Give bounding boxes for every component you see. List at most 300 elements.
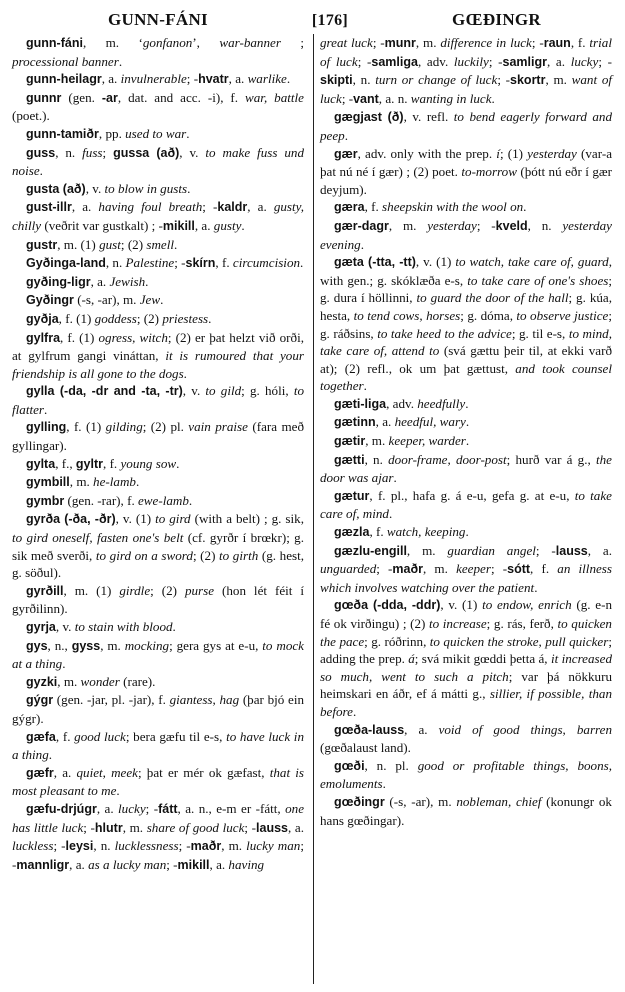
entry-text: . xyxy=(388,506,393,522)
entry-text: (var-a þat nú né í gær) ; (2) poet. xyxy=(320,145,613,180)
headword: kaldr xyxy=(217,200,248,215)
dictionary-entry xyxy=(320,793,612,829)
gloss: young sow xyxy=(120,455,177,471)
entry-text: , m. xyxy=(423,561,457,577)
entry-text: . xyxy=(286,71,291,87)
entry-text: , m. ‘ xyxy=(82,35,143,50)
headword: maðr xyxy=(392,562,423,577)
dictionary-entry xyxy=(320,757,612,793)
gloss: mocking xyxy=(124,637,170,653)
entry-text: , a. xyxy=(375,414,395,430)
gloss: ewe-lamb xyxy=(138,492,189,508)
entry-text: . xyxy=(465,414,470,430)
headword: skipti xyxy=(320,73,353,88)
headword: gyðja xyxy=(26,311,59,326)
entry-text: ; g. til e-s, xyxy=(511,325,569,341)
gloss: yesterday xyxy=(527,145,577,161)
entry-text: , a. xyxy=(587,542,612,558)
headword: mikill xyxy=(177,857,210,872)
gloss: lucklessness xyxy=(114,838,179,854)
entry-text: ; - xyxy=(12,838,304,872)
entry-text: (gen. -rar), f. xyxy=(64,492,138,508)
dictionary-entry xyxy=(12,582,304,618)
gloss: to girth xyxy=(219,547,259,563)
entry-text: (svá gættu þeir til, at ekki varð at); (2) refl., ok um þat gættust, xyxy=(320,343,612,376)
two-column-body xyxy=(12,34,613,874)
gloss: to gird xyxy=(155,511,191,527)
page-number: [176] xyxy=(311,12,349,29)
gloss: difference in luck xyxy=(440,35,532,50)
entry-text: ; - xyxy=(488,53,503,69)
headword: gylta xyxy=(26,456,56,471)
headword: lauss xyxy=(256,820,288,835)
entry-text: . xyxy=(241,217,245,233)
dictionary-entry xyxy=(320,721,612,757)
gloss: to quicken the pace xyxy=(320,616,612,649)
headword: skírn xyxy=(185,256,216,271)
gloss: the door was ajar xyxy=(320,451,612,486)
gloss: trial of luck xyxy=(320,35,612,69)
entry-text: ; g. hóli, xyxy=(241,383,294,399)
entry-text: . xyxy=(465,524,469,540)
gloss: purse xyxy=(184,582,215,598)
headword: munr xyxy=(384,36,416,50)
gloss: to gild xyxy=(205,383,242,399)
gloss: á xyxy=(408,651,415,667)
dictionary-entry xyxy=(320,523,612,542)
gloss: girdle xyxy=(119,582,151,598)
gloss: having foul breath xyxy=(98,199,203,215)
entry-text: . xyxy=(382,776,386,792)
headword: gymbill xyxy=(26,475,70,490)
gloss: luckily xyxy=(453,53,489,69)
entry-text: , m. xyxy=(415,35,441,50)
gloss: to flatter xyxy=(12,383,305,417)
headword: gyðing-ligr xyxy=(26,274,91,289)
entry-text: , a. xyxy=(546,53,571,69)
gloss: to have luck in a thing xyxy=(12,728,304,763)
headword: samligr xyxy=(502,54,547,69)
headword: gýgr xyxy=(26,693,54,708)
headword: hlutr xyxy=(94,820,123,835)
gloss: yesterday xyxy=(427,217,477,233)
entry-text: . xyxy=(187,180,191,196)
dictionary-entry xyxy=(320,198,612,217)
gloss: to take care of one's shoes xyxy=(467,272,609,288)
gloss: invulnerable xyxy=(120,71,187,87)
entry-text: ; - xyxy=(166,856,178,872)
entry-text: ; hurð var á g., xyxy=(506,451,596,467)
gloss: war-banner xyxy=(219,35,281,50)
dictionary-entry xyxy=(320,395,612,414)
entry-text: . xyxy=(208,310,212,326)
dictionary-entry xyxy=(320,432,612,451)
entry-text: ; - xyxy=(490,561,508,577)
entry-text: . xyxy=(465,433,470,449)
entry-text: , f. (1) xyxy=(58,310,95,326)
headword: gyzki xyxy=(26,674,58,689)
gloss: turn or change of luck xyxy=(375,72,498,88)
headword: Gyðingr xyxy=(26,293,74,308)
entry-text: ; - xyxy=(598,53,612,69)
entry-text: ; - xyxy=(178,838,191,854)
gloss: heedfully xyxy=(417,395,466,411)
gloss: luckless xyxy=(12,838,54,854)
headword: sótt xyxy=(507,562,531,577)
headword: gyss xyxy=(71,638,101,653)
gloss: door-frame, door-post xyxy=(388,451,507,467)
entry-text: , f. xyxy=(215,255,233,271)
dictionary-entry xyxy=(12,254,304,273)
entry-text: , pp. xyxy=(98,125,126,141)
entry-text: (veðrit var gustkalt) ; - xyxy=(41,217,163,233)
entry-text: . xyxy=(62,656,66,672)
entry-text: , a. xyxy=(96,800,119,816)
gloss: to gird oneself, fasten one's belt xyxy=(12,530,184,546)
entry-text: (g. e-n fé ok virðingu) ; (2) xyxy=(320,597,612,631)
gloss: as a lucky man xyxy=(88,856,167,872)
entry-text: ; xyxy=(102,144,114,160)
entry-text: ; - xyxy=(202,199,218,215)
gloss: to make fuss und noise xyxy=(12,144,305,179)
entry-text: . xyxy=(352,703,357,719)
headword: gylfra xyxy=(26,330,61,345)
dictionary-entry xyxy=(12,492,304,511)
entry-text: ; var þá nökkuru heimskari en áðr, ef á mátti g., xyxy=(320,668,612,702)
entry-text: (rare). xyxy=(119,673,156,689)
entry-text: ; svá mikit gœddi þetta á, xyxy=(414,651,551,667)
entry-text: , n., xyxy=(47,637,72,653)
headword: gœðingr xyxy=(334,794,385,809)
headword: gylling xyxy=(26,420,67,435)
entry-text: , m. xyxy=(100,637,125,653)
headword: gætir xyxy=(334,434,366,449)
entry-text: , m. xyxy=(122,819,147,835)
entry-text: (g. hest, g. söðul). xyxy=(12,547,305,581)
headword: gys xyxy=(26,638,48,653)
gloss: and took counsel together xyxy=(320,360,612,394)
headword: gust-illr xyxy=(26,200,72,215)
entry-text: , f. xyxy=(570,35,590,50)
entry-text: , a. xyxy=(71,199,99,215)
entry-text: ; (2) pl. xyxy=(142,419,189,435)
entry-text: . xyxy=(523,199,527,215)
gloss: good luck xyxy=(74,728,126,744)
gloss: watch, keeping xyxy=(386,524,466,540)
headword: mikill xyxy=(162,218,195,233)
entry-text: , n. xyxy=(352,72,376,88)
entry-text: ; - xyxy=(376,561,393,577)
gloss: processional banner xyxy=(12,53,119,69)
gloss: Palestine xyxy=(125,255,175,271)
dictionary-entry xyxy=(12,180,304,199)
entry-text: . xyxy=(176,455,180,471)
entry-text: (with a belt) ; g. sik, xyxy=(190,511,304,527)
entry-text: ; g. dura í höllinni, xyxy=(320,272,612,306)
dictionary-entry xyxy=(12,455,304,474)
headword: -ar xyxy=(101,90,118,105)
entry-text: , v. (1) xyxy=(440,597,483,613)
entry-text: ; g. kúa, hesta, xyxy=(320,290,612,323)
left-guide-word: GUNN-FÁNI xyxy=(108,10,208,29)
entry-text: , v. refl. xyxy=(403,109,454,125)
entry-text: , f. xyxy=(364,199,383,215)
headword: samliga xyxy=(371,54,418,69)
entry-text: , a. xyxy=(404,721,439,737)
dictionary-entry xyxy=(12,34,304,70)
headword: gyrða (-ða, -ðr) xyxy=(26,512,116,527)
gloss: lucky xyxy=(570,53,599,69)
entry-text: . xyxy=(44,401,48,417)
entry-text: , f. (1) xyxy=(60,329,99,345)
entry-text: , m. xyxy=(365,433,389,449)
dictionary-entry xyxy=(12,473,304,492)
gloss: to observe justice xyxy=(516,307,609,323)
gloss: warlike xyxy=(247,71,287,87)
entry-text: , m. (1) xyxy=(57,236,100,252)
gloss: to take heed to the advice xyxy=(377,325,512,341)
gloss: to mind, take care of, attend to xyxy=(320,325,612,359)
column-divider xyxy=(313,34,314,984)
entry-text: (-s, -ar), m. xyxy=(73,292,140,308)
gloss: lucky man xyxy=(246,838,301,854)
gloss: keeper xyxy=(456,561,491,577)
entry-text: , n. xyxy=(93,838,115,854)
gloss: to increase xyxy=(428,616,487,631)
entry-text: ; g. dóma, xyxy=(460,307,517,323)
entry-text: ; (2) xyxy=(136,310,163,326)
entry-text: . xyxy=(188,492,193,508)
entry-text: ; (1) xyxy=(499,145,528,161)
gloss: an illness which involves watching over the patient xyxy=(320,561,612,595)
gloss: wonder xyxy=(80,673,120,689)
entry-text: ; (2) xyxy=(120,236,147,252)
gloss: to guard the door of the hall xyxy=(416,290,569,306)
dictionary-entry xyxy=(12,125,304,144)
dictionary-entry xyxy=(320,542,612,597)
entry-text: ; g. ráðsins, xyxy=(320,307,612,341)
entry-text: ; adding the prep. xyxy=(320,633,612,667)
entry-text: ’, xyxy=(192,35,220,50)
entry-text: . xyxy=(491,90,495,106)
entry-text: , a. xyxy=(53,764,77,780)
gloss: war, battle xyxy=(245,89,304,105)
entry-text: ; - xyxy=(357,53,372,69)
headword: gæfr xyxy=(26,765,54,780)
entry-text: , adv. xyxy=(386,395,418,411)
gloss: to mock at a thing xyxy=(12,637,304,672)
gloss: to watch, take care of, guard xyxy=(455,254,609,270)
gloss: priestess xyxy=(162,310,209,326)
gloss: want of luck xyxy=(320,72,613,106)
entry-text: . xyxy=(145,273,149,289)
dictionary-entry xyxy=(12,691,304,727)
entry-text: , v. xyxy=(85,180,105,196)
headword: skortr xyxy=(510,73,546,88)
entry-text: , v. (1) xyxy=(415,254,456,270)
headword: Gyðinga-land xyxy=(26,256,106,271)
gloss: unguarded xyxy=(320,561,377,577)
dictionary-entry xyxy=(12,618,304,637)
entry-text: (fara með gyllingar). xyxy=(12,419,304,454)
entry-text: , a. xyxy=(194,217,214,233)
gloss: sheepskin with the wool on xyxy=(382,199,524,215)
headword: maðr xyxy=(190,839,222,854)
entry-text: ; - xyxy=(83,819,95,835)
headword: gæra xyxy=(334,200,365,215)
headword: gymbr xyxy=(26,493,65,508)
dictionary-entry xyxy=(320,145,612,199)
entry-text: . xyxy=(534,579,538,595)
headword: gætti xyxy=(334,452,365,467)
entry-text: ; (2) xyxy=(150,582,185,598)
dictionary-entry xyxy=(320,34,612,108)
dictionary-entry xyxy=(12,382,304,418)
headword: gunnr xyxy=(26,90,62,105)
entry-text: . xyxy=(465,395,469,411)
headword: gœða (-dda, -ddr) xyxy=(334,598,441,613)
running-header xyxy=(12,6,613,34)
entry-text: (hon lét féit í gyrðilinn). xyxy=(12,582,304,617)
headword: gæti-liga xyxy=(334,396,387,411)
gloss: to bend eagerly forward and peep xyxy=(320,109,612,143)
entry-text: ; (2) er þat helzt við orði, at gylfrum gangi vináttan, xyxy=(12,329,305,364)
entry-text: ; g. róðrinn, xyxy=(364,633,430,649)
entry-text: ; - xyxy=(372,35,385,50)
gloss: gonfanon xyxy=(142,35,193,50)
entry-text: , n. xyxy=(364,451,389,467)
gloss: to gird on a sword xyxy=(95,547,193,563)
headword: gyrðill xyxy=(26,583,64,598)
entry-text: ; g. rás, ferð, xyxy=(486,616,558,631)
dictionary-entry xyxy=(12,728,304,764)
entry-text: . xyxy=(393,470,397,486)
entry-text: , adv. xyxy=(417,53,454,69)
entry-text: (konungr ok hans gœðingar). xyxy=(320,793,612,828)
gloss: Jewish xyxy=(109,273,146,289)
headword: hvatr xyxy=(198,72,229,87)
entry-text: , m. (1) xyxy=(63,582,120,598)
entry-text: , n. pl. xyxy=(364,757,418,773)
entry-text: ; - xyxy=(145,800,159,816)
gloss: gusty xyxy=(213,217,242,233)
entry-text: . xyxy=(344,127,348,143)
entry-text: , f. xyxy=(103,455,121,471)
entry-text: . xyxy=(118,53,123,69)
entry-text: . xyxy=(174,236,178,252)
dictionary-entry xyxy=(320,413,612,432)
gloss: to tend cows, horses xyxy=(353,307,461,323)
entry-text: ; gera gys at e-u, xyxy=(169,637,263,653)
dictionary-entry xyxy=(12,637,304,673)
entry-text: , f., xyxy=(55,455,76,471)
entry-text: . xyxy=(172,619,176,634)
gloss: lucky xyxy=(118,800,146,816)
gloss: ogress, witch xyxy=(98,329,168,345)
headword: gær-dagr xyxy=(334,218,389,233)
entry-text: , f. xyxy=(530,561,558,577)
gloss: quiet, meek xyxy=(76,764,138,780)
gloss: gusty, chilly xyxy=(12,199,305,233)
entry-text: , a. xyxy=(69,856,89,872)
entry-text: ; - xyxy=(535,542,556,558)
right-column xyxy=(312,34,612,874)
headword: gæfa xyxy=(26,729,56,744)
entry-text: . xyxy=(363,378,367,394)
headword: gylla (-da, -dr and -ta, -tr) xyxy=(26,384,183,399)
left-column xyxy=(12,34,312,874)
gloss: vain praise xyxy=(188,419,248,435)
entry-text: . xyxy=(116,783,120,799)
headword: gætur xyxy=(334,488,370,503)
entry-text: ; - xyxy=(476,217,496,233)
gloss: one has little luck xyxy=(12,800,305,835)
entry-text: , dat. and acc. -i), f. xyxy=(117,89,246,105)
dictionary-entry xyxy=(12,144,304,180)
dictionary-entry xyxy=(12,70,304,89)
gloss: keeper, warder xyxy=(388,433,466,449)
entry-text: ; þat er mér ok gæfast, xyxy=(138,764,270,780)
headword: mannligr xyxy=(16,857,70,872)
gloss: nobleman, chief xyxy=(456,793,542,809)
entry-text: , n. xyxy=(105,255,126,271)
entry-text: , adv. only with the prep. xyxy=(357,145,497,161)
headword: gœða-lauss xyxy=(334,722,405,737)
entry-text: (poet.). xyxy=(12,108,50,124)
entry-text: , m. xyxy=(57,673,81,689)
entry-text: ; (2) xyxy=(192,547,220,563)
gloss: used to war xyxy=(125,125,187,141)
entry-text: , with gen.; g. skóklæða e-s, xyxy=(320,254,612,288)
gloss: great luck xyxy=(320,35,373,50)
entry-text: , m. xyxy=(545,72,572,88)
gloss: having xyxy=(228,856,265,872)
entry-text: , a. xyxy=(288,819,304,835)
entry-text: (gœðalaust land). xyxy=(320,740,411,756)
gloss: sillier, if possible, than before xyxy=(320,686,612,719)
entry-text: , f. (1) xyxy=(66,419,106,435)
dictionary-entry xyxy=(12,800,304,874)
entry-text: (cf. gyrðr í brœkr); g. sik með sverði, xyxy=(12,530,305,563)
gloss: goddess xyxy=(94,310,137,326)
entry-text: . xyxy=(360,236,364,252)
entry-text: , m. xyxy=(406,542,448,558)
headword: kveld xyxy=(495,218,528,233)
entry-text: ; - xyxy=(186,71,199,87)
dictionary-entry xyxy=(320,487,612,523)
gloss: wanting in luck xyxy=(410,90,492,106)
headword: gæzla xyxy=(334,525,370,540)
entry-text: . xyxy=(160,292,164,308)
gloss: fuss xyxy=(82,144,103,160)
gloss: to stain with blood xyxy=(74,619,173,634)
gloss: guardian angel xyxy=(447,542,536,558)
entry-text: , n. xyxy=(55,144,83,160)
gloss: share of good luck xyxy=(146,819,245,835)
entry-text: . xyxy=(135,474,140,490)
headword: gæzlu-engill xyxy=(334,543,407,558)
headword: lauss xyxy=(555,543,588,558)
gloss: it increased so much, went to such a pitch xyxy=(320,651,612,684)
entry-text: , a. xyxy=(209,856,229,872)
headword: gæta (-tta, -tt) xyxy=(334,255,416,270)
entry-text: , a. xyxy=(228,71,248,87)
entry-text: , m. xyxy=(69,474,94,490)
entry-text: , v. xyxy=(182,383,206,399)
gloss: it is rumoured that your friendship is all gone to the dogs xyxy=(12,348,304,381)
entry-text: . xyxy=(183,365,187,381)
headword: gyrja xyxy=(26,620,56,634)
